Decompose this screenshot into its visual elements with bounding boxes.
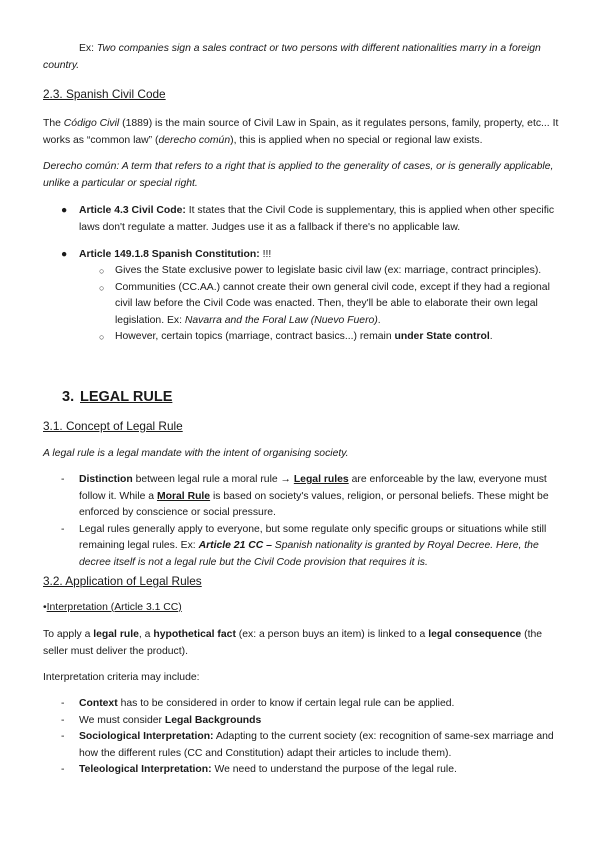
dash-item-general-application: - Legal rules generally apply to everyone, but some regulate only specific groups or situations while still remaining legal rules. Ex: Article 21 CC – Spanish nationality is granted by Royal Decree. Here, the decree itself is not a legal rule but the Civil Code provision that requires it is. — [61, 523, 547, 568]
legal-rule-definition: A legal rule is a legal mandate with the intent of organising society. — [43, 448, 349, 459]
heading-3-2: 3.2. Application of Legal Rules — [43, 574, 202, 588]
bullet-article-4-3: ● Article 4.3 Civil Code: It states that the Civil Code is supplementary, this is applied when other specific laws don't regulate a matter. Judges use it as a fallback if there's no applicable law. — [61, 205, 555, 233]
apply-legal-rule-paragraph: To apply a legal rule, a hypothetical fact (ex: a person buys an item) is linked to a legal consequence (the seller must deliver the product). — [43, 629, 543, 657]
criteria-sociological: - Sociological Interpretation: Adapting to the current society (ex: recognition of same-sex marriage and how the different rules (CC and Constitution) adapt their articles to include them). — [61, 731, 554, 759]
criteria-legal-backgrounds: - We must consider Legal Backgrounds — [61, 714, 262, 726]
civil-code-bullets — [61, 203, 563, 236]
criteria-context: - Context has to be considered in order to know if certain legal rule can be applied. — [61, 698, 455, 709]
interpretation-label: •Interpretation (Article 3.1 CC) — [43, 602, 182, 613]
dash-item-distinction: - Distinction between legal rule a moral rule → Legal rules are enforceable by the law, everyone must follow it. While a Moral Rule is based on society's values, religion, or personal beliefs. These might be enforced by conscience or social pressure. — [61, 474, 549, 518]
sub-bullet-state-power: ○ Gives the State exclusive power to legislate basic civil law (ex: marriage, contract principles). — [99, 265, 542, 276]
constitution-sub-bullets — [99, 263, 563, 346]
constitution-bullets — [61, 247, 563, 264]
criteria-teleological: - Teleological Interpretation: We need to understand the purpose of the legal rule. — [61, 764, 457, 775]
heading-3-1: 3.1. Concept of Legal Rule — [43, 419, 183, 433]
legal-rule-list — [61, 472, 563, 571]
criteria-list — [61, 696, 563, 779]
sub-bullet-communities: ○ Communities (CC.AA.) cannot create their own general civil code, except if they had a regional civil law before the Civil Code was enacted. Then, they'll be able to elaborate their own legal legislation. Ex: Navarra and the Foral Law (Nuevo Fuero). — [99, 281, 550, 326]
derecho-comun-definition: Derecho común: A term that refers to a right that is applied to the generality of cases, or is generally applicable, unlike a particular or special right. — [43, 161, 554, 189]
heading-3-legal-rule: 3. LEGAL RULE — [62, 389, 173, 405]
heading-2-3: 2.3. Spanish Civil Code — [43, 87, 166, 101]
intro-example: Ex: Two companies sign a sales contract or two persons with different nationalities marry in a foreign country. — [43, 43, 541, 71]
sub-bullet-state-control: ○ However, certain topics (marriage, contract basics...) remain under State control. — [99, 331, 493, 342]
civil-code-paragraph: The Código Civil (1889) is the main source of Civil Law in Spain, as it regulates persons, family, property, etc... It works as “common law” (derecho común), this is applied when no special or regional law exists. — [43, 118, 559, 146]
bullet-article-149: ● Article 149.1.8 Spanish Constitution: !!! — [61, 249, 272, 260]
criteria-intro: Interpretation criteria may include: — [43, 672, 200, 683]
